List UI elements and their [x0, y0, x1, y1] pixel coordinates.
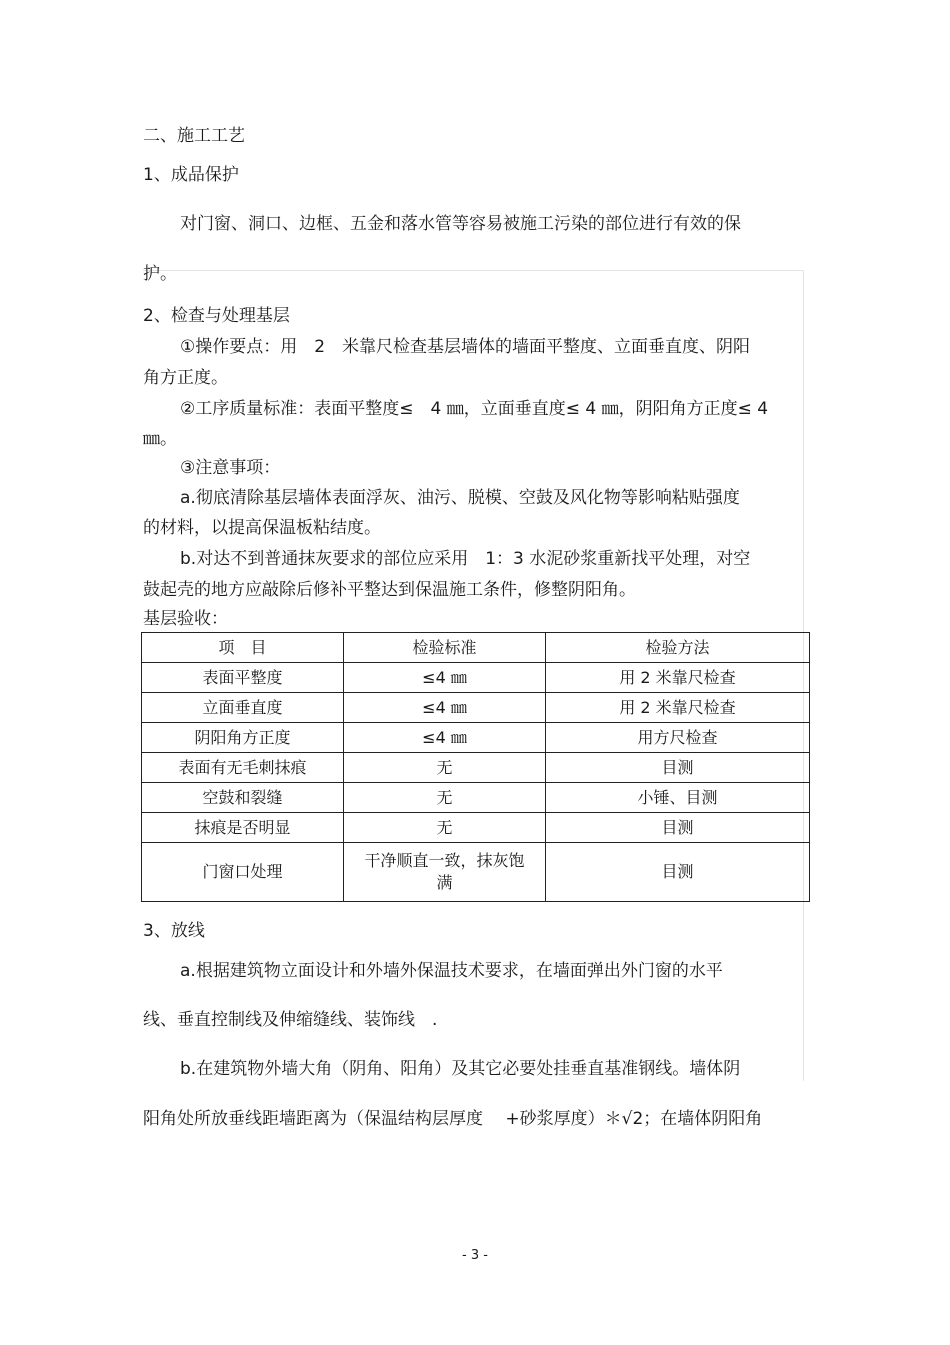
paragraph-line: b.在建筑物外墙大角（阴角、阳角）及其它必要处挂垂直基准钢线。墙体阴	[180, 1059, 741, 1079]
table-cell: ≤4 ㎜	[344, 663, 546, 693]
table-header-cell: 检验方法	[546, 633, 810, 663]
table-row	[142, 753, 810, 783]
table-cell: ≤4 ㎜	[344, 693, 546, 723]
paragraph-line: ①操作要点：用 2 米靠尺检查基层墙体的墙面平整度、立面垂直度、阴阳	[180, 337, 751, 357]
table-cell: 小锤、目测	[546, 783, 810, 813]
table-cell: 门窗口处理	[142, 843, 344, 902]
paragraph-line: 线、垂直控制线及伸缩缝线、装饰线 .	[143, 1010, 438, 1030]
cell-text-line: 满	[436, 873, 453, 892]
paragraph-line: a.彻底清除基层墙体表面浮灰、油污、脱模、空鼓及风化物等影响粘贴强度	[180, 488, 740, 508]
paragraph-line: 阳角处所放垂线距墙距离为（保温结构层厚度 +砂浆厚度）＊√2；在墙体阴阳角	[143, 1109, 763, 1129]
cell-text-line: 干净顺直一致，抹灰饱	[364, 851, 525, 870]
table-header-row	[142, 633, 810, 663]
table-cell: 表面有无毛刺抹痕	[142, 753, 344, 783]
table-cell	[344, 843, 546, 902]
paragraph-line: a.根据建筑物立面设计和外墙外保温技术要求，在墙面弹出外门窗的水平	[180, 961, 723, 981]
table-cell: 抹痕是否明显	[142, 813, 344, 843]
heading-base-layer: 2、检查与处理基层	[143, 306, 290, 326]
paragraph-line: b.对达不到普通抹灰要求的部位应采用 1：3 水泥砂浆重新找平处理，对空	[180, 549, 751, 569]
table-cell: 目测	[546, 813, 810, 843]
paragraph-line: 护。	[143, 264, 177, 284]
table-row	[142, 843, 810, 902]
table-cell: 阴阳角方正度	[142, 723, 344, 753]
table-cell: 无	[344, 783, 546, 813]
section-title: 二、施工工艺	[143, 126, 245, 146]
table-row	[142, 663, 810, 693]
table-cell: 空鼓和裂缝	[142, 783, 344, 813]
table-caption: 基层验收：	[143, 609, 228, 629]
paragraph-line: ③注意事项：	[180, 458, 281, 478]
table-header-cell: 项 目	[142, 633, 344, 663]
paragraph-line: ㎜。	[143, 429, 177, 449]
table-cell: 目测	[546, 843, 810, 902]
table-row	[142, 723, 810, 753]
page-number: - 3 -	[462, 1248, 488, 1263]
heading-setting-out: 3、放线	[143, 921, 205, 941]
table-cell: 表面平整度	[142, 663, 344, 693]
table-cell: 用方尺检查	[546, 723, 810, 753]
paragraph-line: 鼓起壳的地方应敲除后修补平整达到保温施工条件，修整阴阳角。	[143, 580, 636, 600]
table-row	[142, 783, 810, 813]
table-cell: 用 2 米靠尺检查	[546, 693, 810, 723]
table-cell: 用 2 米靠尺检查	[546, 663, 810, 693]
paragraph-line: 角方正度。	[143, 368, 228, 388]
table-cell: 目测	[546, 753, 810, 783]
table-cell: 无	[344, 813, 546, 843]
table-cell: 无	[344, 753, 546, 783]
table-header-cell: 检验标准	[344, 633, 546, 663]
base-acceptance-table	[141, 632, 810, 902]
table-row	[142, 693, 810, 723]
heading-finished-product-protection: 1、成品保护	[143, 165, 239, 185]
table-cell: ≤4 ㎜	[344, 723, 546, 753]
table-row	[142, 813, 810, 843]
paragraph-line: 对门窗、洞口、边框、五金和落水管等容易被施工污染的部位进行有效的保	[180, 214, 741, 234]
paragraph-line: ②工序质量标准：表面平整度≤ 4 ㎜，立面垂直度≤ 4 ㎜，阴阳角方正度≤ 4	[180, 399, 769, 419]
table-cell: 立面垂直度	[142, 693, 344, 723]
paragraph-line: 的材料，以提高保温板粘结度。	[143, 518, 381, 538]
